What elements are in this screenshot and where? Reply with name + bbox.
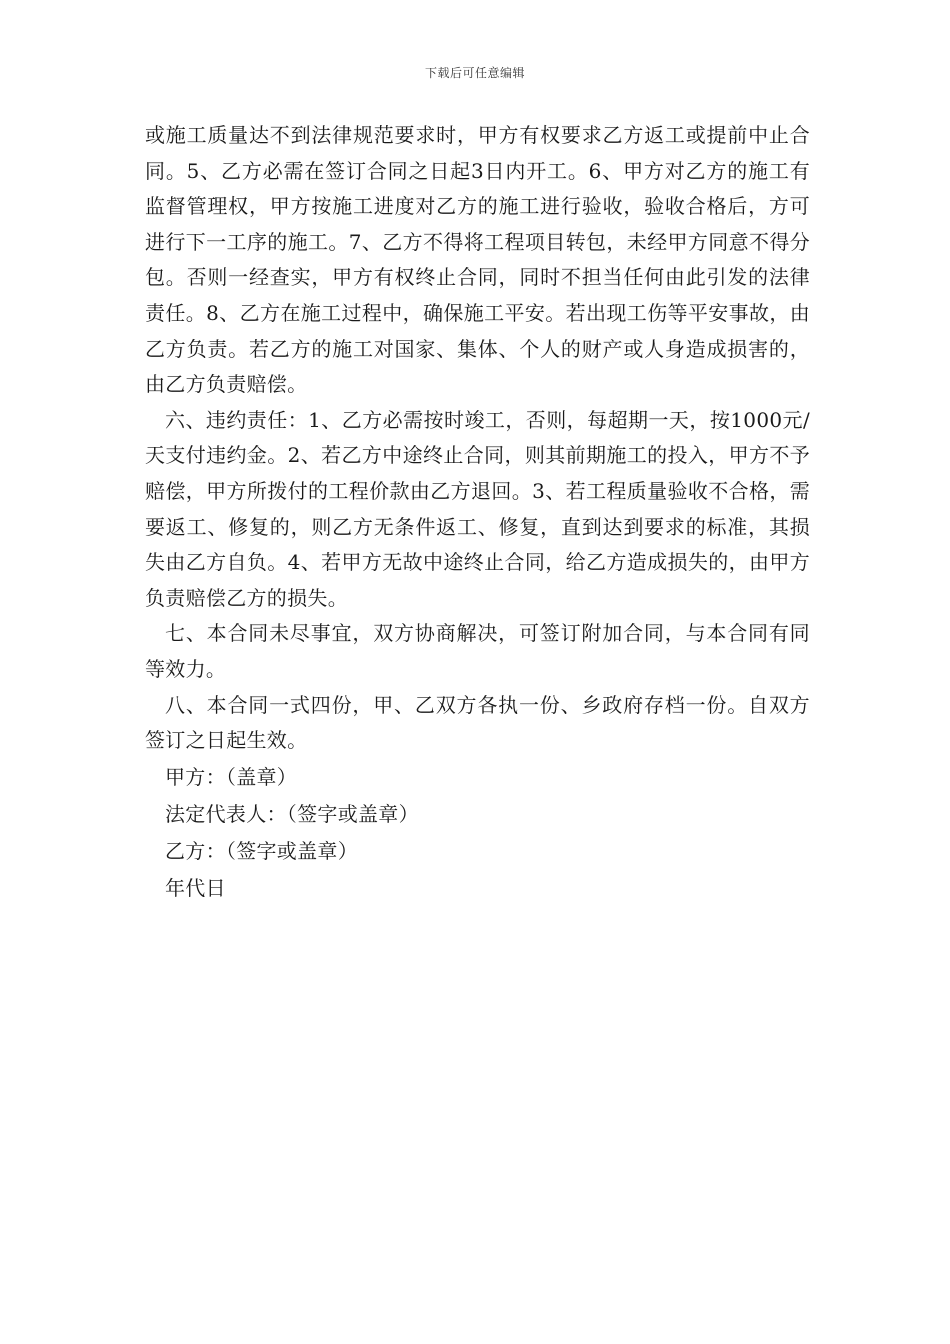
party-b-signature: 乙方：（签字或盖章）	[165, 838, 358, 863]
party-a-signature: 甲方：（盖章）	[165, 764, 298, 789]
signature-block	[145, 759, 810, 907]
contract-body	[145, 118, 810, 907]
paragraph-unresolved-matters: 七、本合同未尽事宜，双方协商解决，可签订附加合同，与本合同有同等效力。	[145, 621, 810, 681]
signing-date: 年代日	[165, 875, 226, 900]
legal-representative-signature: 法定代表人：（签字或盖章）	[165, 801, 419, 826]
page-header: 下载后可任意编辑	[424, 66, 525, 80]
paragraph-breach-liability: 六、违约责任：1、乙方必需按时竣工，否则，每超期一天，按1000元/天支付违约金。2、若乙方中途终止合同，则其前期施工的投入，甲方不予赔偿，甲方所拨付的工程价款由乙方退回。3、若工程质量验收不合格，需要返工、修复的，则乙方无条件返工、修复，直到达到要求的标准，其损失由乙方自负。4、若甲方无故中途终止合同，给乙方造成损失的，由甲方负责赔偿乙方的损失。	[145, 407, 810, 610]
paragraph-copies-effect: 八、本合同一式四份，甲、乙双方各执一份、乡政府存档一份。自双方签订之日起生效。	[145, 692, 810, 753]
paragraph-continuation: 或施工质量达不到法律规范要求时，甲方有权要求乙方返工或提前中止合同。5、乙方必需在签订合同之日起3日内开工。6、甲方对乙方的施工有监督管理权，甲方按施工进度对乙方的施工进行验收，验收合格后，方可进行下一工序的施工。7、乙方不得将工程项目转包，未经甲方同意不得分包。否则一经查实，甲方有权终止合同，同时不担当任何由此引发的法律责任。8、乙方在施工过程中，确保施工平安。若出现工伤等平安事故，由乙方负责。若乙方的施工对国家、集体、个人的财产或人身造成损害的，由乙方负责赔偿。	[145, 123, 810, 397]
